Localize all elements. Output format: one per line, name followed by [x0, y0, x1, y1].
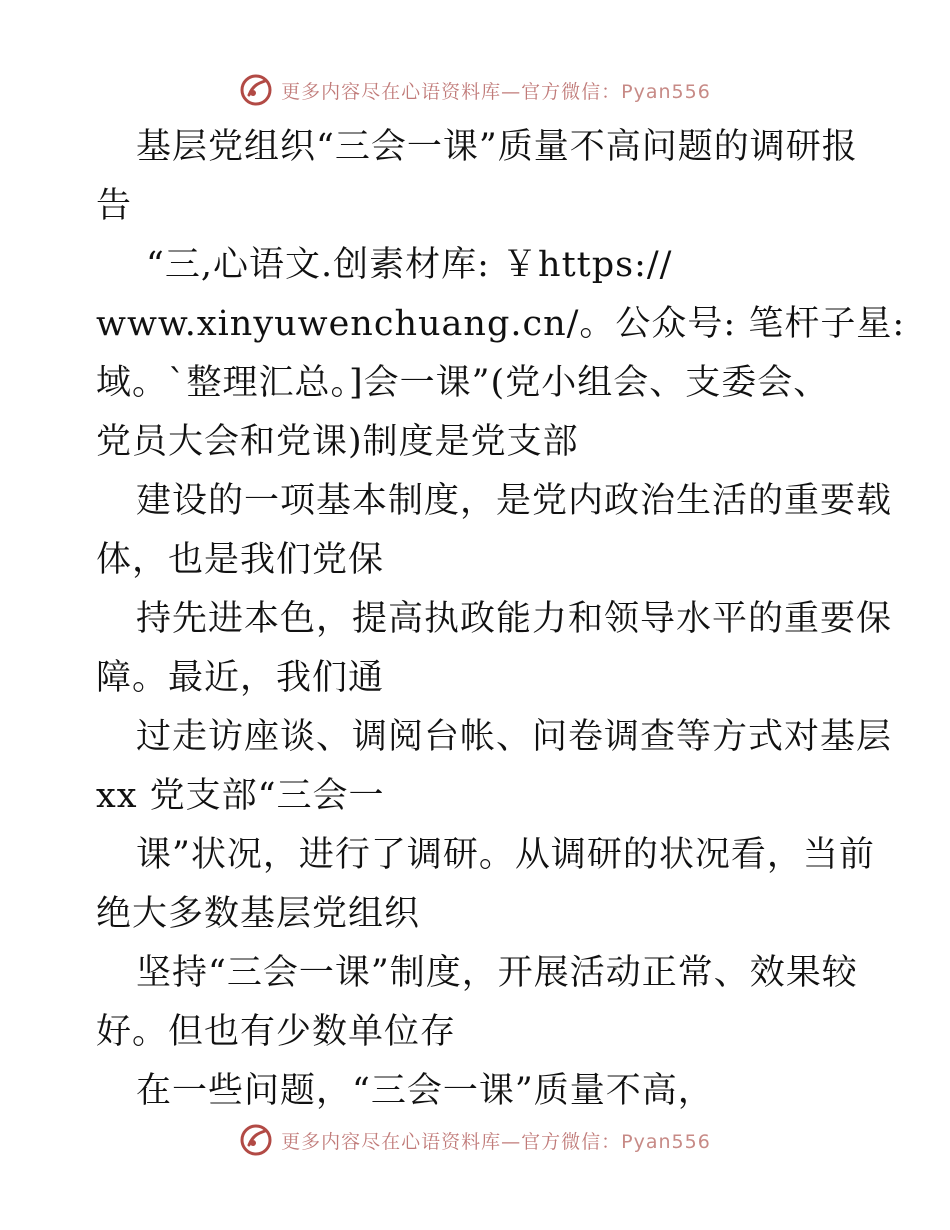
paragraph-line: 绝大多数基层党组织: [96, 894, 421, 934]
paragraph-line: 在一些问题，“三会一课”质量不高，: [136, 1071, 714, 1111]
footer-banner: [0, 1120, 950, 1160]
paragraph-line: 持先进本色，提高执政能力和领导水平的重要保: [136, 599, 893, 639]
paragraph-line: www.xinyuwenchuang.cn/。公众号: 笔杆子星:: [96, 304, 906, 344]
banner-text-cn: 更多内容尽在心语资料库—官方微信：: [281, 80, 622, 103]
paragraph-line: 好。但也有少数单位存: [96, 1012, 457, 1052]
header-banner: [0, 70, 950, 110]
paragraph-line: 域。`整理汇总。]会一课”(党小组会、支委会、: [96, 363, 830, 403]
paragraph-line: 党员大会和党课)制度是党支部: [96, 422, 579, 462]
title-line-2: 告: [96, 186, 133, 226]
paragraph-line: 障。最近，我们通: [96, 658, 385, 698]
paragraph-line: xx 党支部“三会一: [96, 776, 385, 816]
title-line-1: 基层党组织“三会一课”质量不高问题的调研报: [136, 127, 858, 167]
paragraph-line: 课”状况，进行了调研。从调研的状况看，当前: [136, 835, 875, 875]
document-body: [96, 118, 906, 1121]
banner-wechat-id: Pyan556: [621, 80, 711, 103]
paragraph-line: 坚持“三会一课”制度，开展活动正常、效果较: [136, 953, 858, 993]
banner-text-cn: 更多内容尽在心语资料库—官方微信：: [281, 1130, 622, 1153]
brush-seal-icon: [239, 73, 273, 107]
banner-wechat-id: Pyan556: [621, 1130, 711, 1153]
paragraph-line: 建设的一项基本制度，是党内政治生活的重要载: [136, 481, 893, 521]
banner-text: [281, 77, 711, 104]
brush-seal-icon: [239, 1123, 273, 1157]
banner-text: [281, 1127, 711, 1154]
paragraph-line: 体，也是我们党保: [96, 540, 385, 580]
paragraph-line: “三,心语文.创素材库: ￥https://: [146, 245, 673, 285]
paragraph-line: 过走访座谈、调阅台帐、问卷调查等方式对基层: [136, 717, 893, 757]
